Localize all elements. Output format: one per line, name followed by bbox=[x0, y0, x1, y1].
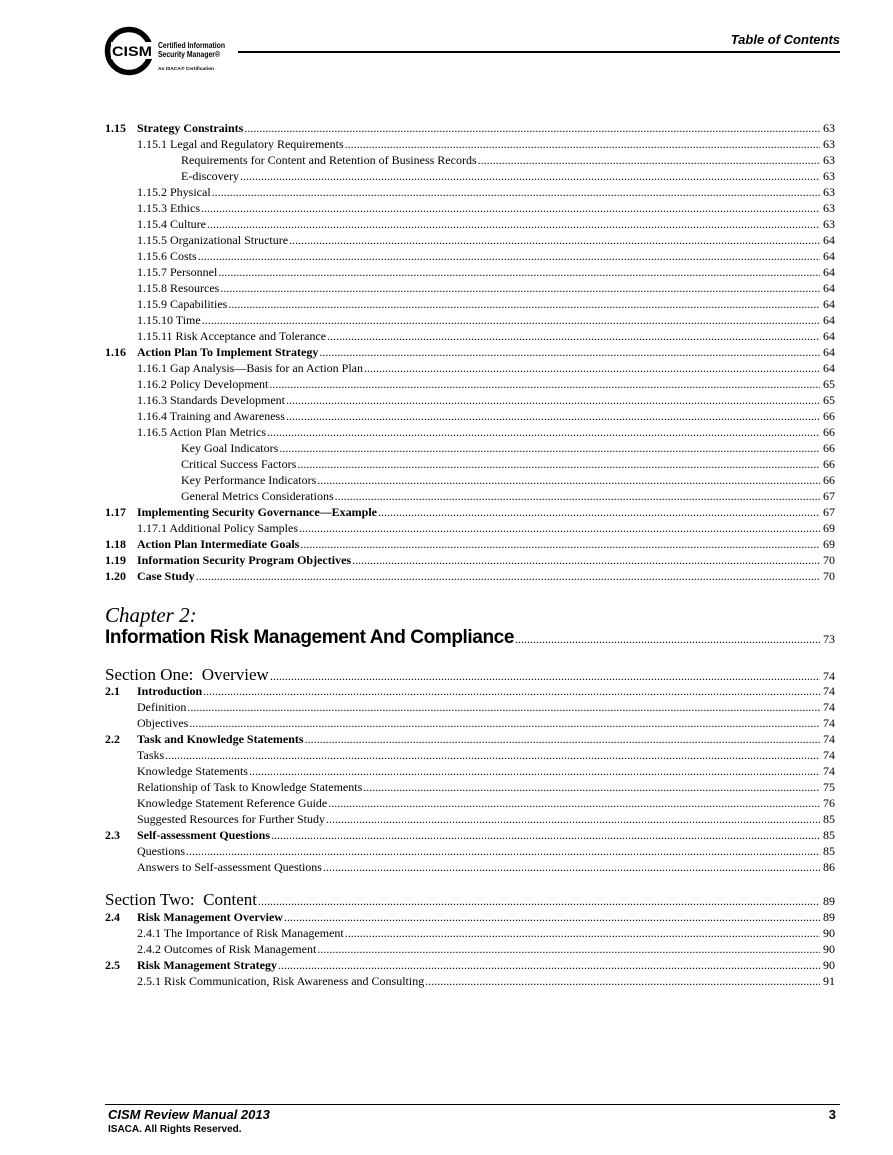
toc-section-entry bbox=[105, 120, 835, 136]
toc-topic-entry bbox=[105, 152, 835, 168]
toc-subsection-entry bbox=[105, 520, 835, 536]
toc-subsection-entry bbox=[105, 408, 835, 424]
dot-leader bbox=[186, 843, 820, 859]
entry-title: 1.15.4 Culture bbox=[137, 217, 206, 231]
entry-page-number: 75 bbox=[823, 780, 835, 794]
dot-leader bbox=[317, 941, 820, 957]
toc-subsection-entry bbox=[105, 296, 835, 312]
dot-leader bbox=[189, 715, 820, 731]
entry-page-number: 66 bbox=[823, 473, 835, 487]
entry-title: Key Goal Indicators bbox=[181, 441, 279, 455]
entry-page-number: 64 bbox=[823, 249, 835, 263]
entry-title: 1.15.5 Organizational Structure bbox=[137, 233, 289, 247]
dot-leader bbox=[478, 152, 820, 168]
entry-number: 2.1 bbox=[105, 684, 120, 698]
entry-page-number: 89 bbox=[823, 910, 835, 924]
entry-title: 1.15.2 Physical bbox=[137, 185, 211, 199]
entry-page-number: 74 bbox=[823, 732, 835, 746]
dot-leader bbox=[198, 248, 820, 264]
footer-page-number: 3 bbox=[828, 1107, 836, 1122]
toc-subsection-entry bbox=[105, 328, 835, 344]
entry-title: Strategy Constraints bbox=[137, 121, 244, 135]
entry-title: Knowledge Statements bbox=[137, 764, 248, 778]
entry-page-number: 70 bbox=[823, 569, 835, 583]
dot-leader bbox=[249, 763, 820, 779]
entry-number: 2.2 bbox=[105, 732, 120, 746]
dot-leader bbox=[267, 424, 820, 440]
entry-number: 1.18 bbox=[105, 537, 126, 551]
entry-title: 1.15.8 Resources bbox=[137, 281, 220, 295]
section-heading: Section One: Overview bbox=[105, 665, 269, 684]
toc-subsection-entry bbox=[105, 859, 835, 875]
entry-title: Relationship of Task to Knowledge Statements bbox=[137, 780, 363, 794]
toc-section-entry bbox=[105, 731, 835, 747]
entry-title: Case Study bbox=[137, 569, 195, 583]
dot-leader bbox=[378, 504, 820, 520]
footer-rule bbox=[105, 1104, 840, 1105]
entry-page-number: 69 bbox=[823, 537, 835, 551]
dot-leader bbox=[286, 408, 820, 424]
entry-number: 2.3 bbox=[105, 828, 120, 842]
dot-leader bbox=[278, 957, 820, 973]
toc-subsection-entry bbox=[105, 392, 835, 408]
section-heading-entry bbox=[105, 665, 835, 685]
entry-title: 1.15.9 Capabilities bbox=[137, 297, 228, 311]
entry-page-number: 90 bbox=[823, 926, 835, 940]
entry-page-number: 63 bbox=[823, 121, 835, 135]
dot-leader bbox=[207, 216, 820, 232]
toc-section-entry bbox=[105, 957, 835, 973]
entry-page-number: 64 bbox=[823, 345, 835, 359]
dot-leader bbox=[279, 440, 820, 456]
entry-page-number: 63 bbox=[823, 169, 835, 183]
entry-title: Risk Management Strategy bbox=[137, 958, 277, 972]
entry-title: Key Performance Indicators bbox=[181, 473, 317, 487]
chapter-label: Chapter 2: bbox=[105, 603, 197, 627]
entry-page-number: 63 bbox=[823, 185, 835, 199]
entry-page-number: 76 bbox=[823, 796, 835, 810]
toc-subsection-entry bbox=[105, 248, 835, 264]
entry-title: E-discovery bbox=[181, 169, 239, 183]
toc-subsection-entry bbox=[105, 264, 835, 280]
entry-page-number: 74 bbox=[823, 764, 835, 778]
entry-page-number: 90 bbox=[823, 958, 835, 972]
dot-leader bbox=[286, 392, 820, 408]
entry-title: 1.16.4 Training and Awareness bbox=[137, 409, 285, 423]
entry-title: Information Security Program Objectives bbox=[137, 553, 352, 567]
toc-subsection-entry bbox=[105, 699, 835, 715]
toc-subsection-entry bbox=[105, 312, 835, 328]
entry-page-number: 64 bbox=[823, 281, 835, 295]
dot-leader bbox=[228, 296, 820, 312]
entry-page-number: 63 bbox=[823, 217, 835, 231]
toc-topic-entry bbox=[105, 456, 835, 472]
toc-topic-entry bbox=[105, 472, 835, 488]
entry-title: Risk Management Overview bbox=[137, 910, 283, 924]
toc-topic-entry bbox=[105, 168, 835, 184]
section-page-number: 74 bbox=[823, 669, 835, 683]
entry-title: 2.4.2 Outcomes of Risk Management bbox=[137, 942, 317, 956]
toc-subsection-entry bbox=[105, 424, 835, 440]
entry-page-number: 66 bbox=[823, 457, 835, 471]
footer-copyright: ISACA. All Rights Reserved. bbox=[108, 1124, 242, 1135]
toc-subsection-entry bbox=[105, 232, 835, 248]
toc-section-entry bbox=[105, 568, 835, 584]
dot-leader bbox=[258, 891, 820, 911]
dot-leader bbox=[203, 683, 820, 699]
entry-page-number: 63 bbox=[823, 153, 835, 167]
dot-leader bbox=[165, 747, 820, 763]
entry-number: 1.19 bbox=[105, 553, 126, 567]
toc-subsection-entry bbox=[105, 843, 835, 859]
toc-subsection-entry bbox=[105, 925, 835, 941]
entry-page-number: 66 bbox=[823, 441, 835, 455]
dot-leader bbox=[345, 925, 820, 941]
toc-subsection-entry bbox=[105, 376, 835, 392]
entry-page-number: 67 bbox=[823, 505, 835, 519]
entry-page-number: 66 bbox=[823, 409, 835, 423]
toc-subsection-entry bbox=[105, 715, 835, 731]
entry-number: 2.5 bbox=[105, 958, 120, 972]
entry-page-number: 74 bbox=[823, 748, 835, 762]
logo-line-2: Security Manager® bbox=[158, 50, 221, 59]
logo-line-3: An ISACA® Certification bbox=[158, 66, 211, 71]
entry-page-number: 64 bbox=[823, 361, 835, 375]
entry-number: 1.20 bbox=[105, 569, 126, 583]
entry-number: 2.4 bbox=[105, 910, 120, 924]
entry-title: 2.4.1 The Importance of Risk Management bbox=[137, 926, 344, 940]
dot-leader bbox=[323, 859, 820, 875]
entry-title: Knowledge Statement Reference Guide bbox=[137, 796, 328, 810]
entry-page-number: 64 bbox=[823, 297, 835, 311]
entry-title: 1.16.5 Action Plan Metrics bbox=[137, 425, 266, 439]
dot-leader bbox=[271, 827, 820, 843]
entry-page-number: 64 bbox=[823, 265, 835, 279]
entry-page-number: 69 bbox=[823, 521, 835, 535]
toc-section-entry bbox=[105, 504, 835, 520]
entry-title: 1.17.1 Additional Policy Samples bbox=[137, 521, 298, 535]
dot-leader bbox=[328, 795, 820, 811]
entry-page-number: 64 bbox=[823, 329, 835, 343]
entry-page-number: 85 bbox=[823, 812, 835, 826]
chapter-title: Information Risk Management And Compliance bbox=[105, 627, 514, 648]
dot-leader bbox=[345, 136, 820, 152]
entry-title: Suggested Resources for Further Study bbox=[137, 812, 325, 826]
dot-leader bbox=[202, 312, 820, 328]
toc-section-entry bbox=[105, 552, 835, 568]
dot-leader bbox=[319, 344, 820, 360]
section-heading-entry bbox=[105, 890, 835, 910]
cism-logo bbox=[100, 22, 235, 80]
entry-title: 1.15.1 Legal and Regulatory Requirements bbox=[137, 137, 344, 151]
toc-section-one-list bbox=[105, 683, 835, 875]
entry-title: 1.16.1 Gap Analysis—Basis for an Action Plan bbox=[137, 361, 363, 375]
dot-leader bbox=[284, 909, 820, 925]
entry-title: Definition bbox=[137, 700, 187, 714]
entry-page-number: 65 bbox=[823, 377, 835, 391]
dot-leader bbox=[212, 184, 820, 200]
dot-leader bbox=[425, 973, 820, 989]
entry-title: General Metrics Considerations bbox=[181, 489, 334, 503]
entry-title: 1.15.3 Ethics bbox=[137, 201, 200, 215]
entry-page-number: 74 bbox=[823, 684, 835, 698]
dot-leader bbox=[327, 328, 820, 344]
entry-title: Questions bbox=[137, 844, 185, 858]
entry-title: Action Plan To Implement Strategy bbox=[137, 345, 319, 359]
toc-subsection-entry bbox=[105, 795, 835, 811]
section-heading: Section Two: Content bbox=[105, 890, 257, 909]
entry-page-number: 65 bbox=[823, 393, 835, 407]
entry-page-number: 86 bbox=[823, 860, 835, 874]
entry-title: 1.16.3 Standards Development bbox=[137, 393, 285, 407]
dot-leader bbox=[515, 627, 820, 651]
entry-title: Task and Knowledge Statements bbox=[137, 732, 304, 746]
dot-leader bbox=[300, 536, 820, 552]
chapter-title-entry bbox=[105, 626, 835, 650]
toc-subsection-entry bbox=[105, 136, 835, 152]
toc-subsection-entry bbox=[105, 779, 835, 795]
footer-title: CISM Review Manual 2013 bbox=[108, 1107, 270, 1122]
toc-subsection-entry bbox=[105, 811, 835, 827]
dot-leader bbox=[244, 120, 820, 136]
toc-subsection-entry bbox=[105, 280, 835, 296]
toc-chapter-1-list bbox=[105, 120, 835, 584]
toc-section-entry bbox=[105, 683, 835, 699]
dot-leader bbox=[240, 168, 820, 184]
entry-number: 1.15 bbox=[105, 121, 126, 135]
toc-subsection-entry bbox=[105, 941, 835, 957]
section-page-number: 89 bbox=[823, 894, 835, 908]
dot-leader bbox=[201, 200, 820, 216]
chapter-page-number: 73 bbox=[823, 632, 835, 646]
toc-section-two-list bbox=[105, 909, 835, 989]
dot-leader bbox=[363, 779, 820, 795]
entry-page-number: 90 bbox=[823, 942, 835, 956]
dot-leader bbox=[218, 264, 820, 280]
entry-title: Answers to Self-assessment Questions bbox=[137, 860, 322, 874]
dot-leader bbox=[335, 488, 820, 504]
entry-page-number: 74 bbox=[823, 700, 835, 714]
entry-title: Introduction bbox=[137, 684, 203, 698]
dot-leader bbox=[196, 568, 820, 584]
dot-leader bbox=[364, 360, 820, 376]
logo-mark: CISM bbox=[112, 43, 152, 59]
toc-topic-entry bbox=[105, 440, 835, 456]
entry-page-number: 67 bbox=[823, 489, 835, 503]
dot-leader bbox=[317, 472, 820, 488]
entry-title: Implementing Security Governance—Example bbox=[137, 505, 377, 519]
dot-leader bbox=[269, 376, 820, 392]
entry-page-number: 66 bbox=[823, 425, 835, 439]
toc-section-entry bbox=[105, 827, 835, 843]
entry-page-number: 74 bbox=[823, 716, 835, 730]
entry-title: Self-assessment Questions bbox=[137, 828, 271, 842]
toc-subsection-entry bbox=[105, 973, 835, 989]
entry-number: 1.16 bbox=[105, 345, 126, 359]
dot-leader bbox=[305, 731, 820, 747]
header-rule bbox=[238, 51, 840, 53]
toc-section-entry bbox=[105, 909, 835, 925]
entry-page-number: 91 bbox=[823, 974, 835, 988]
toc-subsection-entry bbox=[105, 184, 835, 200]
dot-leader bbox=[220, 280, 820, 296]
entry-title: 2.5.1 Risk Communication, Risk Awareness and Consulting bbox=[137, 974, 425, 988]
toc-section-entry bbox=[105, 344, 835, 360]
entry-page-number: 70 bbox=[823, 553, 835, 567]
logo-line-1: Certified Information bbox=[158, 41, 226, 50]
dot-leader bbox=[326, 811, 820, 827]
entry-page-number: 64 bbox=[823, 233, 835, 247]
dot-leader bbox=[352, 552, 820, 568]
dot-leader bbox=[297, 456, 820, 472]
entry-title: Requirements for Content and Retention of Business Records bbox=[181, 153, 477, 167]
entry-page-number: 64 bbox=[823, 313, 835, 327]
toc-subsection-entry bbox=[105, 360, 835, 376]
entry-title: Action Plan Intermediate Goals bbox=[137, 537, 300, 551]
toc-subsection-entry bbox=[105, 763, 835, 779]
entry-page-number: 85 bbox=[823, 844, 835, 858]
toc-topic-entry bbox=[105, 488, 835, 504]
running-title: Table of Contents bbox=[730, 32, 840, 47]
entry-page-number: 63 bbox=[823, 201, 835, 215]
entry-title: 1.16.2 Policy Development bbox=[137, 377, 269, 391]
entry-number: 1.17 bbox=[105, 505, 126, 519]
entry-page-number: 63 bbox=[823, 137, 835, 151]
dot-leader bbox=[299, 520, 820, 536]
entry-title: Critical Success Factors bbox=[181, 457, 297, 471]
toc-section-entry bbox=[105, 536, 835, 552]
toc-subsection-entry bbox=[105, 200, 835, 216]
entry-title: Tasks bbox=[137, 748, 165, 762]
entry-title: 1.15.11 Risk Acceptance and Tolerance bbox=[137, 329, 327, 343]
dot-leader bbox=[187, 699, 820, 715]
entry-title: 1.15.7 Personnel bbox=[137, 265, 218, 279]
entry-title: 1.15.10 Time bbox=[137, 313, 201, 327]
toc-subsection-entry bbox=[105, 747, 835, 763]
entry-page-number: 85 bbox=[823, 828, 835, 842]
entry-title: 1.15.6 Costs bbox=[137, 249, 197, 263]
entry-title: Objectives bbox=[137, 716, 189, 730]
toc-subsection-entry bbox=[105, 216, 835, 232]
dot-leader bbox=[289, 232, 820, 248]
